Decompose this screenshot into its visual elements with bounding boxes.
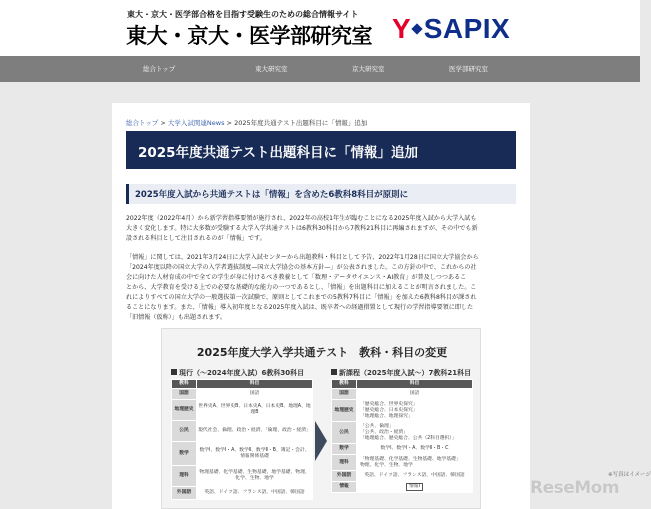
new-subject-table — [331, 379, 473, 493]
arrow-right-icon — [315, 421, 327, 461]
breadcrumb-home-link[interactable]: 総合トップ — [126, 119, 159, 127]
paragraph-line: れによりすべての国立大学の一般選抜第一次試験で、原則としてこれまでの5教科7科目に「情報」を加えた6教科8科目が課され — [126, 294, 477, 301]
table-course-cell: 現代社会、倫理、政治・経済、「倫理、政治・経済」 — [197, 421, 313, 442]
article-subheading: 2025年度入試から共通テストは「情報」を含めた6教科8科目が原則に — [135, 190, 409, 200]
ysapix-logo[interactable] — [392, 13, 510, 45]
table-course-cell — [357, 455, 473, 471]
course-line: 「物理基礎、化学基礎、生物基礎、地学基礎」 — [360, 456, 461, 462]
site-logo-title[interactable]: 東大・京大・医学部研究室 — [126, 23, 372, 48]
site-tagline: 東大・京大・医学部合格を目指す受験生のための総合情報サイト — [127, 10, 359, 19]
nav-item-top[interactable]: 総合トップ — [143, 65, 176, 73]
paragraph-line: 会に向けた人材育成の中で全ての学生が身に付けるべき教養として「数理・データサイエンス・AI教育」が普及しつつあるこ — [126, 274, 467, 281]
course-line: 「地理総合、歴史総合、公共（2科目選択）」 — [360, 435, 457, 441]
paragraph-line: 「2024年度以降の国立大学の入学者選抜制度—国立大学協会の基本方針—」が公表されました。この方針の中で、これからの社 — [126, 264, 477, 271]
table-subject-cell: 数学 — [332, 444, 357, 455]
new-curriculum-heading — [331, 368, 471, 378]
table-course-cell — [357, 482, 473, 493]
nav-item-todai[interactable]: 東大研究室 — [255, 65, 288, 73]
course-line: 「公共、倫理」 — [360, 423, 394, 429]
table-course-cell: 国語 — [197, 389, 313, 400]
course-line: 物理、化学、生物、地学 — [360, 462, 413, 468]
new-subject-highlight: 情報Ⅰ — [406, 483, 423, 491]
course-line: 「地理総合、地理探究」 — [360, 413, 413, 419]
square-bullet-icon — [331, 369, 337, 375]
table-course-cell: 物理基礎、化学基礎、生物基礎、地学基礎、物理、化学、生物、地学 — [197, 466, 313, 487]
paragraph-line: 「旧情報（仮称）」も出題されます。 — [126, 314, 227, 321]
table-subject-cell: 数学 — [172, 442, 197, 466]
table-course-cell — [357, 400, 473, 422]
table-subject-cell: 地理歴史 — [332, 400, 357, 422]
breadcrumb — [126, 118, 367, 127]
site-header — [0, 0, 640, 56]
breadcrumb-current: 2025年度共通テスト出題科目に「情報」追加 — [234, 119, 368, 127]
paragraph-line: とから、大学教育を受ける上での必要な基礎的な能力の一つであるとし、「情報」を出題科目に加えることが明言されました。こ — [126, 284, 477, 291]
breadcrumb-separator: > — [224, 119, 235, 127]
course-line: 「歴史総合、日本史探究」 — [360, 407, 418, 413]
main-nav — [0, 56, 640, 82]
article-title: 2025年度共通テスト出題科目に「情報」追加 — [138, 145, 419, 161]
table-subject-cell: 国語 — [332, 389, 357, 400]
article-paragraph-1 — [126, 214, 516, 244]
resemom-watermark: ReseMom — [530, 478, 620, 498]
breadcrumb-separator: > — [158, 119, 168, 127]
table-subject-cell: 理科 — [172, 466, 197, 487]
table-subject-cell: 外国語 — [332, 471, 357, 482]
ysapix-logo-word: SAPIX — [423, 13, 511, 44]
square-bullet-icon — [171, 369, 177, 375]
nav-item-igakubu[interactable]: 医学部研究室 — [449, 65, 488, 73]
new-curriculum-heading-text: 新課程（2025年度入試〜）7教科21科目 — [339, 369, 472, 377]
table-course-cell: 国語 — [357, 389, 473, 400]
table-subject-cell: 公民 — [172, 421, 197, 442]
table-subject-cell: 公民 — [332, 422, 357, 444]
image-caption-note: ※写真はイメージ — [608, 472, 651, 478]
current-curriculum-heading-text: 現行（〜2024年度入試）6教科30科目 — [179, 369, 305, 377]
article-paragraph-2 — [126, 253, 516, 323]
table-subject-cell: 理科 — [332, 455, 357, 471]
table-subject-cell: 国語 — [172, 389, 197, 400]
table-course-cell: 英語、ドイツ語、フランス語、中国語、韓国語 — [357, 471, 473, 482]
table-course-cell: 世界史A、世界史B、日本史A、日本史B、地理A、地理B — [197, 400, 313, 421]
current-subject-table — [171, 379, 313, 500]
subject-change-figure[interactable] — [161, 328, 481, 509]
article-title-bar — [126, 131, 516, 169]
paragraph-line: ることになります。また、「情報」導入初年度となる2025年度入試は、既卒者への経過措置として現行の学習指導要領に即した — [126, 304, 474, 311]
figure-title: 2025年度大学入学共通テスト 教科・科目の変更 — [196, 346, 448, 359]
table-course-cell: 数学Ⅰ、数学Ⅰ・A、数学Ⅱ、数学Ⅱ・B、簿記・会計、情報関係基礎 — [197, 442, 313, 466]
table-header-subject: 教科 — [172, 380, 197, 389]
nav-item-kyodai[interactable]: 京大研究室 — [352, 65, 385, 73]
current-curriculum-heading — [171, 368, 304, 378]
table-course-cell: 英語、ドイツ語、フランス語、中国語、韓国語 — [197, 487, 313, 500]
table-course-cell — [357, 422, 473, 444]
paragraph-line: 設される科目として注目されるのが「情報」です。 — [126, 235, 266, 242]
table-subject-cell: 地理歴史 — [172, 400, 197, 421]
table-subject-cell: 外国語 — [172, 487, 197, 500]
table-header-course: 科目 — [197, 380, 313, 389]
course-line: 「歴史総合、世界史探究」 — [360, 401, 418, 407]
breadcrumb-section-link[interactable]: 大学入試関連News — [167, 119, 225, 127]
table-course-cell: 数学Ⅰ、数学Ⅰ・A、数学Ⅱ・B・C — [357, 444, 473, 455]
ysapix-logo-dot — [411, 23, 422, 34]
paragraph-line: 2022年度（2022年4月）から新学習指導要領が施行され、2022年の高校1年生が臨むことになる2025年度入試から大学入試も — [126, 215, 477, 222]
table-header-subject: 教科 — [332, 380, 357, 389]
ysapix-logo-y: Y — [392, 13, 411, 44]
course-line: 「公共、政治・経済」 — [360, 429, 408, 435]
paragraph-line: 大きく変化します。特に大多数が受験する大学入学共通テストは6教科30科目から7教科21科目に再編されますが、その中でも新 — [126, 225, 478, 232]
paragraph-line: 「情報」に関しては、2021年3月24日に大学入試センターから出題教科・科目として予告、2022年1月28日に国立大学協会から — [126, 254, 479, 261]
article-subheading-box — [126, 184, 516, 204]
table-subject-cell: 情報 — [332, 482, 357, 493]
table-header-course: 科目 — [357, 380, 473, 389]
